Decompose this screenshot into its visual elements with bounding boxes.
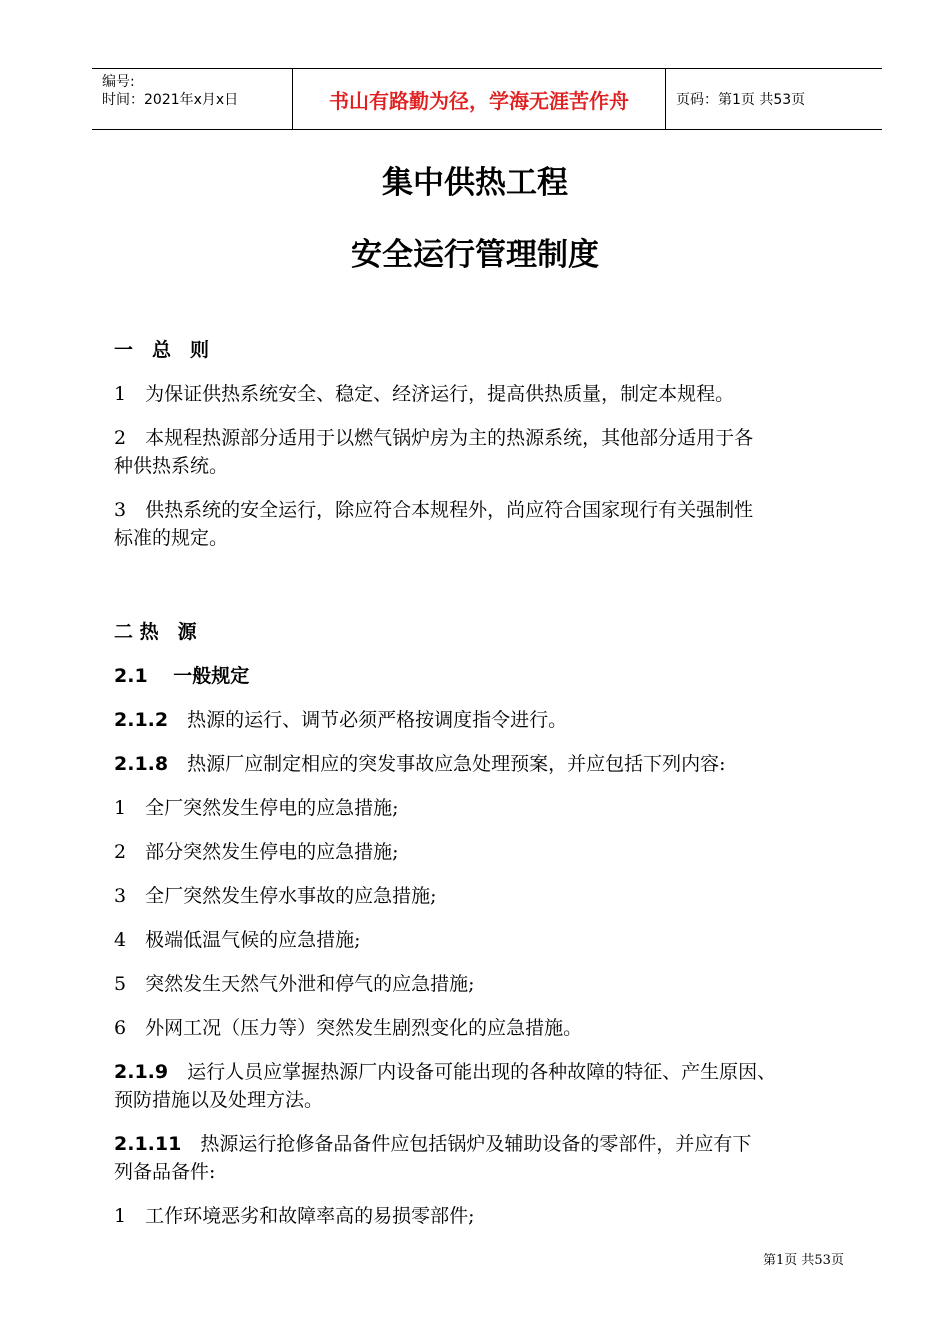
document-body: [114, 336, 864, 1230]
clause-number: 2.1.8: [114, 753, 169, 775]
paragraph-3-line1: 3 供热系统的安全运行，除应符合本规程外，尚应符合国家现行有关强制性: [114, 499, 754, 521]
header-motto: 书山有路勤为径，学海无涯苦作舟: [329, 88, 629, 113]
clause-2-1-11-line1: [114, 1130, 864, 1158]
header-page-cell: [666, 69, 882, 129]
clause-text: 热源的运行、调节必须严格按调度指令进行。: [168, 709, 568, 731]
clause-2-1-8: [114, 750, 864, 778]
subsection-heading-general-rules: 2.1 一般规定: [114, 665, 250, 687]
section-heading-heat-source: 二 热 源: [114, 621, 197, 643]
list-item: 4 极端低温气候的应急措施;: [114, 929, 361, 951]
clause-text: 运行人员应掌握热源厂内设备可能出现的各种故障的特征、产生原因、: [168, 1061, 777, 1083]
page-footer: 第1页 共53页: [763, 1253, 844, 1268]
paragraph-2-line1: 2 本规程热源部分适用于以燃气锅炉房为主的热源系统，其他部分适用于各: [114, 427, 754, 449]
header-motto-cell: [293, 69, 666, 129]
header-left-cell: [92, 69, 293, 129]
paragraph-2-line2: 种供热系统。: [114, 455, 229, 477]
list-item: 2 部分突然发生停电的应急措施;: [114, 841, 399, 863]
clause-2-1-11-line2: 列备品备件:: [114, 1161, 216, 1183]
list-item: 1 工作环境恶劣和故障率高的易损零部件;: [114, 1205, 475, 1227]
document-time-label: 时间：2021年x月x日: [102, 92, 239, 108]
paragraph-3-line2: 标准的规定。: [114, 527, 229, 549]
clause-2-1-9-line1: [114, 1058, 864, 1086]
list-item: 1 全厂突然发生停电的应急措施;: [114, 797, 399, 819]
clause-number: 2.1.11: [114, 1133, 182, 1155]
document-title-line2: 安全运行管理制度: [351, 237, 599, 273]
header-page-info: 页码：第1页 共53页: [676, 92, 806, 108]
clause-2-1-2: [114, 706, 864, 734]
document-title-line1: 集中供热工程: [382, 165, 568, 201]
section-heading-general: 一 总 则: [114, 339, 210, 361]
paragraph-1: 1 为保证供热系统安全、稳定、经济运行，提高供热质量，制定本规程。: [114, 383, 735, 405]
list-item: 3 全厂突然发生停水事故的应急措施;: [114, 885, 437, 907]
clause-number: 2.1.2: [114, 709, 169, 731]
clause-text: 热源厂应制定相应的突发事故应急处理预案，并应包括下列内容:: [168, 753, 726, 775]
clause-text: 热源运行抢修备品备件应包括锅炉及辅助设备的零部件，并应有下: [181, 1133, 752, 1155]
document-number-label: 编号:: [102, 74, 135, 90]
list-item: 6 外网工况（压力等）突然发生剧烈变化的应急措施。: [114, 1017, 583, 1039]
page-header: [92, 68, 882, 130]
clause-number: 2.1.9: [114, 1061, 169, 1083]
list-item: 5 突然发生天然气外泄和停气的应急措施;: [114, 973, 475, 995]
clause-2-1-9-line2: 预防措施以及处理方法。: [114, 1089, 324, 1111]
